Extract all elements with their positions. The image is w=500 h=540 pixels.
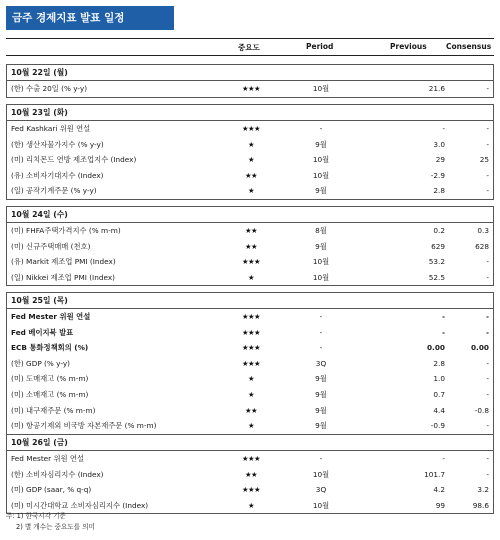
period: 10월 (312, 155, 330, 165)
importance-stars: ★★★ (241, 327, 261, 337)
previous-value: 0.00 (426, 343, 445, 353)
period: 9월 (315, 421, 327, 431)
footnotes (6, 511, 95, 533)
table-row (7, 270, 493, 286)
indicator-name: Fed Mester 위원 연설 (11, 312, 91, 321)
day-heading: 10월 23일 (화) (7, 105, 493, 121)
period: 9월 (315, 241, 327, 251)
importance-stars: ★★★ (241, 343, 261, 353)
previous-value: 52.5 (428, 272, 445, 282)
importance-stars: ★ (247, 186, 255, 196)
header-importance: 중요도 (238, 43, 260, 52)
importance-stars: ★★★ (241, 358, 261, 368)
importance-stars: ★★★ (241, 312, 261, 321)
consensus-value: - (486, 84, 489, 93)
consensus-value: - (486, 374, 489, 384)
footnote: 주: 1) 한국시각 기준 (6, 512, 66, 520)
indicator-name: (한) 생산자물가지수 (% y-y) (11, 139, 104, 149)
previous-value: - (441, 312, 445, 321)
indicator-name: (한) GDP (% y-y) (11, 358, 71, 368)
indicator-name: (한) 소비자심리지수 (Index) (11, 469, 104, 479)
indicator-name: (미) 도매재고 (% m-m) (11, 374, 89, 384)
previous-value: 29 (435, 155, 445, 165)
consensus-value: 25 (479, 155, 489, 165)
period: 10월 (312, 500, 330, 510)
period: 9월 (315, 374, 327, 384)
indicator-name: (미) 소매재고 (% m-m) (11, 389, 89, 399)
consensus-value: - (486, 454, 489, 463)
indicator-name: Fed 베이지북 발표 (11, 327, 74, 337)
period: - (319, 124, 323, 133)
importance-stars: ★ (247, 421, 255, 431)
table-row (7, 309, 493, 325)
period: 10월 (312, 84, 330, 93)
indicator-name: (미) FHFA주택가격지수 (% m-m) (11, 226, 121, 235)
period: 8월 (315, 226, 327, 235)
table-row (7, 254, 493, 270)
previous-value: 53.2 (428, 257, 445, 267)
header-period: Period (306, 42, 334, 51)
period: - (319, 454, 323, 463)
day-section-oct25 (6, 292, 494, 435)
previous-value: 0.2 (433, 226, 445, 235)
importance-stars: ★★ (244, 469, 258, 479)
importance-stars: ★★ (244, 226, 258, 235)
period: 10월 (312, 469, 330, 479)
day-section-oct26 (6, 434, 494, 514)
importance-stars: ★★★ (241, 84, 261, 93)
importance-stars: ★★★ (241, 454, 261, 463)
table-row (7, 340, 493, 356)
day-section-oct22 (6, 64, 494, 98)
importance-stars: ★ (247, 272, 255, 282)
previous-value: - (442, 454, 445, 463)
consensus-value: 628 (475, 241, 489, 251)
indicator-name: ECB 통화정책회의 (%) (11, 343, 89, 353)
indicator-name: (미) 미시간대학교 소비자심리지수 (Index) (11, 500, 149, 510)
consensus-value: - (486, 358, 489, 368)
period: 10월 (312, 272, 330, 282)
importance-stars: ★ (247, 389, 255, 399)
consensus-value: - (486, 272, 489, 282)
table-row (7, 482, 493, 498)
table-row (7, 356, 493, 372)
indicator-name: (미) 신규주택매매 (천호) (11, 241, 91, 251)
indicator-name: Fed Kashkari 위원 연설 (11, 124, 91, 133)
previous-value: 2.8 (433, 358, 445, 368)
table-row (7, 239, 493, 255)
table-row (7, 418, 493, 434)
period: 9월 (315, 405, 327, 415)
table-row (7, 325, 493, 341)
consensus-value: - (486, 469, 489, 479)
importance-stars: ★★★ (241, 485, 261, 495)
period: 9월 (315, 186, 327, 196)
indicator-name: (일) 공작기계주문 (% y-y) (11, 186, 97, 196)
previous-value: -0.9 (430, 421, 445, 431)
previous-value: - (442, 124, 445, 133)
importance-stars: ★★ (244, 170, 258, 180)
consensus-value: 98.6 (472, 500, 489, 510)
indicator-name: (유) 소비자기대지수 (Index) (11, 170, 104, 180)
table-row (7, 121, 493, 137)
importance-stars: ★★★ (241, 257, 261, 267)
indicator-name: (일) Nikkei 제조업 PMI (Index) (11, 272, 115, 282)
previous-value: 629 (431, 241, 445, 251)
indicator-name: Fed Mester 위원 연설 (11, 454, 85, 463)
period: 9월 (315, 139, 327, 149)
day-heading: 10월 26일 (금) (7, 435, 493, 451)
period: - (319, 327, 323, 337)
previous-value: 0.7 (433, 389, 445, 399)
day-heading: 10월 25일 (목) (7, 293, 493, 309)
indicator-name: (미) 리치몬드 연방 제조업지수 (Index) (11, 155, 137, 165)
footnote: 2) 별 개수는 중요도를 의미 (16, 523, 95, 531)
indicator-name: (미) GDP (saar, % q-q) (11, 485, 92, 495)
table-row (7, 81, 493, 97)
importance-stars: ★ (247, 500, 255, 510)
consensus-value: - (486, 170, 489, 180)
previous-value: 2.8 (433, 186, 445, 196)
table-row (7, 467, 493, 483)
previous-value: 101.7 (424, 469, 445, 479)
importance-stars: ★ (247, 374, 255, 384)
indicator-name: (유) Markit 제조업 PMI (Index) (11, 257, 116, 267)
table-row (7, 371, 493, 387)
importance-stars: ★★ (244, 241, 258, 251)
previous-value: 99 (435, 500, 445, 510)
previous-value: 1.0 (433, 374, 445, 384)
header-consensus: Consensus (446, 42, 492, 51)
period: 9월 (315, 389, 327, 399)
period: 10월 (312, 170, 330, 180)
consensus-value: 0.3 (477, 226, 489, 235)
table-row (7, 451, 493, 467)
indicator-name: (미) 항공기제외 비국방 자본재주문 (% m-m) (11, 421, 157, 431)
period: - (319, 312, 323, 321)
period: 3Q (315, 485, 327, 495)
consensus-value: - (486, 421, 489, 431)
consensus-value: 0.00 (470, 343, 489, 353)
previous-value: 4.4 (433, 405, 445, 415)
previous-value: - (441, 327, 445, 337)
indicator-name: (한) 수출 20일 (% y-y) (11, 84, 88, 93)
table-header (6, 38, 494, 56)
table-row (7, 168, 493, 184)
table-row (7, 183, 493, 199)
previous-value: 3.0 (433, 139, 445, 149)
previous-value: -2.9 (430, 170, 445, 180)
consensus-value: - (486, 257, 489, 267)
table-row (7, 137, 493, 153)
consensus-value: 3.2 (477, 485, 489, 495)
day-heading: 10월 22일 (월) (7, 65, 493, 81)
importance-stars: ★ (247, 139, 255, 149)
day-section-oct24 (6, 206, 494, 286)
previous-value: 21.6 (428, 84, 445, 93)
importance-stars: ★ (247, 155, 255, 165)
table-row (7, 403, 493, 419)
day-section-oct23 (6, 104, 494, 200)
period: - (319, 343, 323, 353)
table-row (7, 387, 493, 403)
consensus-value: - (485, 312, 489, 321)
table-row (7, 152, 493, 168)
period: 3Q (315, 358, 327, 368)
period: 10월 (312, 257, 330, 267)
page-title: 금주 경제지표 발표 일정 (6, 6, 174, 30)
consensus-value: -0.8 (474, 405, 489, 415)
day-heading: 10월 24일 (수) (7, 207, 493, 223)
importance-stars: ★★ (244, 405, 258, 415)
header-previous: Previous (390, 42, 427, 51)
importance-stars: ★★★ (241, 124, 261, 133)
consensus-value: - (486, 389, 489, 399)
consensus-value: - (486, 139, 489, 149)
consensus-value: - (486, 186, 489, 196)
consensus-value: - (485, 327, 489, 337)
table-row (7, 223, 493, 239)
consensus-value: - (486, 124, 489, 133)
indicator-name: (미) 내구재주문 (% m-m) (11, 405, 96, 415)
previous-value: 4.2 (433, 485, 445, 495)
